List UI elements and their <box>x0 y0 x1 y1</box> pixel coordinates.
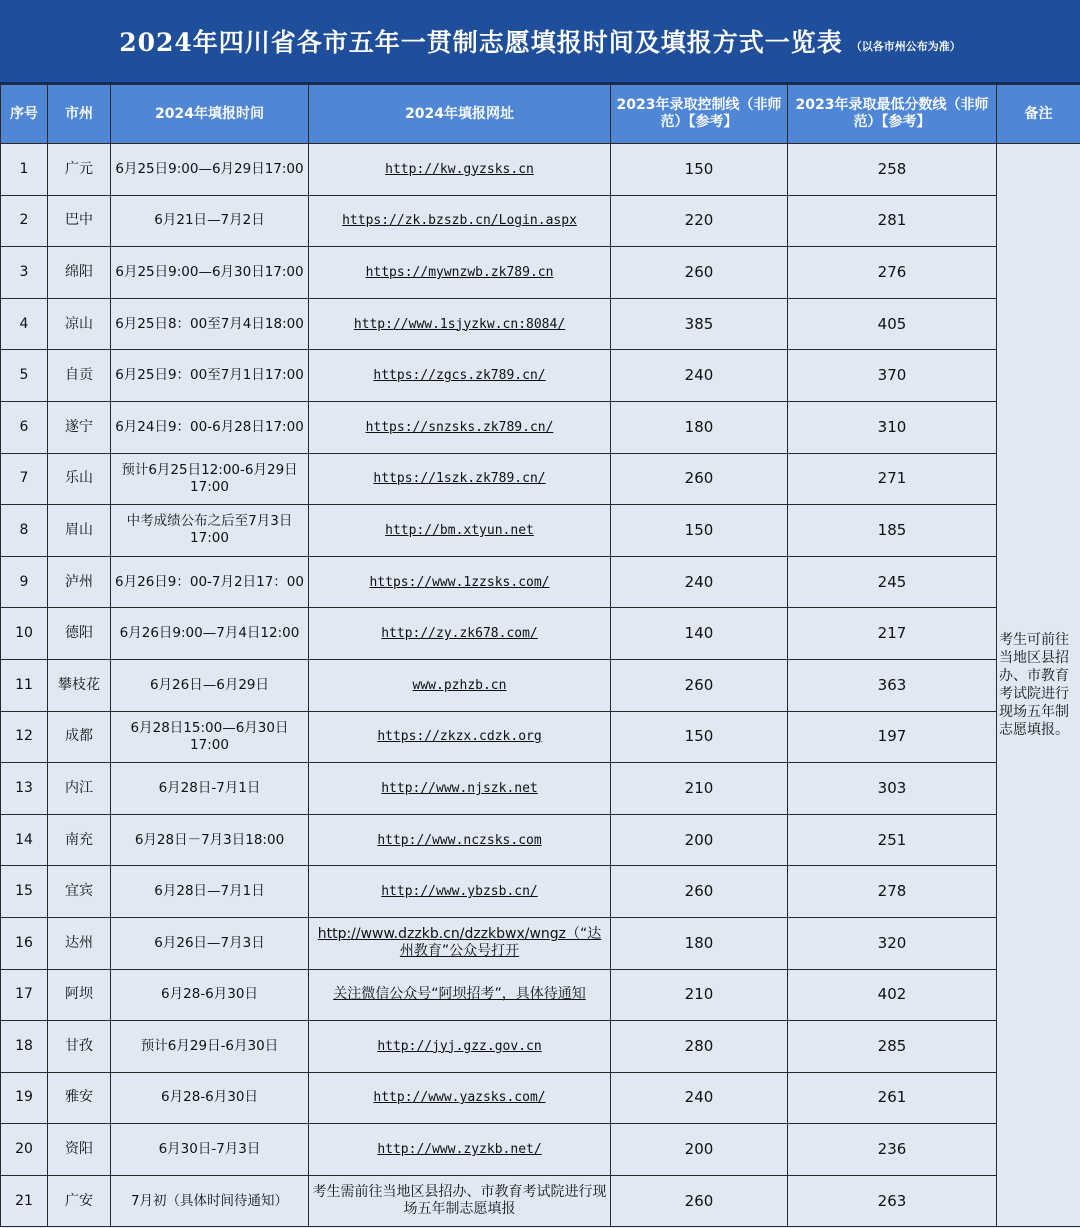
cell-control-line: 260 <box>611 659 788 711</box>
table-row <box>1 195 1080 247</box>
cell-seq: 3 <box>1 247 48 299</box>
cell-control-line: 220 <box>611 195 788 247</box>
cell-city: 遂宁 <box>48 401 111 453</box>
cell-url[interactable]: 关注微信公众号“阿坝招考”，具体待通知 <box>309 969 611 1021</box>
cell-min-score: 197 <box>788 711 997 763</box>
cell-time: 预计6月25日12:00-6月29日17:00 <box>111 453 309 505</box>
cell-seq: 19 <box>1 1072 48 1124</box>
cell-time: 6月28-6月30日 <box>111 1072 309 1124</box>
cell-city: 广安 <box>48 1175 111 1227</box>
cell-time: 6月26日—7月3日 <box>111 917 309 969</box>
cell-city: 乐山 <box>48 453 111 505</box>
cell-control-line: 240 <box>611 556 788 608</box>
cell-control-line: 260 <box>611 247 788 299</box>
cell-control-line: 180 <box>611 917 788 969</box>
cell-url[interactable]: http://www.zyzkb.net/ <box>309 1124 611 1176</box>
cell-min-score: 276 <box>788 247 997 299</box>
cell-control-line: 280 <box>611 1021 788 1073</box>
table-row <box>1 659 1080 711</box>
header-city: 市州 <box>48 85 111 144</box>
cell-seq: 2 <box>1 195 48 247</box>
cell-seq: 6 <box>1 401 48 453</box>
cell-city: 资阳 <box>48 1124 111 1176</box>
cell-time: 6月25日9:00—6月30日17:00 <box>111 247 309 299</box>
table-row <box>1 350 1080 402</box>
cell-url[interactable]: http://kw.gyzsks.cn <box>309 144 611 196</box>
cell-seq: 12 <box>1 711 48 763</box>
cell-seq: 1 <box>1 144 48 196</box>
table-row <box>1 298 1080 350</box>
cell-city: 广元 <box>48 144 111 196</box>
cell-min-score: 402 <box>788 969 997 1021</box>
cell-url[interactable]: http://www.ybzsb.cn/ <box>309 866 611 918</box>
cell-time: 6月26日—6月29日 <box>111 659 309 711</box>
cell-control-line: 240 <box>611 1072 788 1124</box>
table-row <box>1 401 1080 453</box>
cell-url: 考生需前往当地区县招办、市教育考试院进行现场五年制志愿填报 <box>309 1175 611 1227</box>
table-row <box>1 917 1080 969</box>
cell-min-score: 251 <box>788 814 997 866</box>
cell-time: 6月25日9：00至7月1日17:00 <box>111 350 309 402</box>
cell-control-line: 150 <box>611 711 788 763</box>
cell-control-line: 180 <box>611 401 788 453</box>
remark-cell: 考生可前往当地区县招办、市教育考试院进行现场五年制志愿填报。 <box>997 144 1080 1227</box>
cell-control-line: 200 <box>611 1124 788 1176</box>
cell-control-line: 150 <box>611 505 788 557</box>
table-row <box>1 556 1080 608</box>
cell-seq: 16 <box>1 917 48 969</box>
cell-url[interactable]: https://mywnzwb.zk789.cn <box>309 247 611 299</box>
table-row <box>1 608 1080 660</box>
cell-control-line: 150 <box>611 144 788 196</box>
title-bar <box>0 0 1080 84</box>
cell-time: 预计6月29日-6月30日 <box>111 1021 309 1073</box>
cell-control-line: 385 <box>611 298 788 350</box>
cell-seq: 20 <box>1 1124 48 1176</box>
cell-url[interactable]: https://1szk.zk789.cn/ <box>309 453 611 505</box>
cell-time: 6月25日8：00至7月4日18:00 <box>111 298 309 350</box>
cell-time: 6月24日9：00-6月28日17:00 <box>111 401 309 453</box>
cell-seq: 18 <box>1 1021 48 1073</box>
cell-seq: 15 <box>1 866 48 918</box>
table-row <box>1 711 1080 763</box>
cell-url[interactable]: http://zy.zk678.com/ <box>309 608 611 660</box>
cell-city: 攀枝花 <box>48 659 111 711</box>
cell-time: 6月26日9：00-7月2日17：00 <box>111 556 309 608</box>
cell-seq: 10 <box>1 608 48 660</box>
cell-min-score: 278 <box>788 866 997 918</box>
cell-seq: 21 <box>1 1175 48 1227</box>
table-row <box>1 1072 1080 1124</box>
cell-city: 宜宾 <box>48 866 111 918</box>
enrollment-table <box>0 84 1080 1227</box>
cell-url[interactable]: https://zkzx.cdzk.org <box>309 711 611 763</box>
cell-url[interactable]: http://www.dzzkb.cn/dzzkbwx/wngz（“达州教育”公众号打开 <box>309 917 611 969</box>
cell-city: 绵阳 <box>48 247 111 299</box>
cell-seq: 17 <box>1 969 48 1021</box>
cell-url[interactable]: https://www.1zzsks.com/ <box>309 556 611 608</box>
cell-time: 6月21日—7月2日 <box>111 195 309 247</box>
cell-city: 巴中 <box>48 195 111 247</box>
cell-seq: 13 <box>1 763 48 815</box>
page-title: 2024年四川省各市五年一贯制志愿填报时间及填报方式一览表 <box>119 28 843 57</box>
cell-control-line: 260 <box>611 453 788 505</box>
cell-control-line: 210 <box>611 969 788 1021</box>
cell-city: 自贡 <box>48 350 111 402</box>
cell-min-score: 271 <box>788 453 997 505</box>
cell-time: 6月26日9:00—7月4日12:00 <box>111 608 309 660</box>
table-row <box>1 969 1080 1021</box>
cell-seq: 7 <box>1 453 48 505</box>
table-row <box>1 247 1080 299</box>
cell-seq: 4 <box>1 298 48 350</box>
cell-min-score: 370 <box>788 350 997 402</box>
cell-seq: 11 <box>1 659 48 711</box>
table-row <box>1 1021 1080 1073</box>
cell-min-score: 363 <box>788 659 997 711</box>
cell-min-score: 310 <box>788 401 997 453</box>
header-url: 2024年填报网址 <box>309 85 611 144</box>
cell-time: 6月28日—7月1日 <box>111 866 309 918</box>
cell-control-line: 140 <box>611 608 788 660</box>
cell-min-score: 263 <box>788 1175 997 1227</box>
table-row <box>1 1175 1080 1227</box>
cell-url[interactable]: https://zk.bzszb.cn/Login.aspx <box>309 195 611 247</box>
cell-time: 6月25日9:00—6月29日17:00 <box>111 144 309 196</box>
cell-city: 达州 <box>48 917 111 969</box>
cell-min-score: 258 <box>788 144 997 196</box>
cell-url[interactable]: http://jyj.gzz.gov.cn <box>309 1021 611 1073</box>
cell-url[interactable]: https://snzsks.zk789.cn/ <box>309 401 611 453</box>
header-min-score: 2023年录取最低分数线（非师范）【参考】 <box>788 85 997 144</box>
table-row <box>1 763 1080 815</box>
cell-min-score: 185 <box>788 505 997 557</box>
cell-control-line: 200 <box>611 814 788 866</box>
table-row <box>1 453 1080 505</box>
cell-min-score: 245 <box>788 556 997 608</box>
cell-city: 南充 <box>48 814 111 866</box>
cell-url[interactable]: http://bm.xtyun.net <box>309 505 611 557</box>
cell-min-score: 236 <box>788 1124 997 1176</box>
header-time: 2024年填报时间 <box>111 85 309 144</box>
cell-url[interactable]: https://zgcs.zk789.cn/ <box>309 350 611 402</box>
cell-city: 德阳 <box>48 608 111 660</box>
cell-control-line: 260 <box>611 1175 788 1227</box>
cell-min-score: 281 <box>788 195 997 247</box>
cell-time: 6月28日－7月3日18:00 <box>111 814 309 866</box>
cell-min-score: 217 <box>788 608 997 660</box>
cell-min-score: 320 <box>788 917 997 969</box>
table-header-row <box>1 85 1080 144</box>
title-note: （以各市州公布为准） <box>850 40 961 53</box>
cell-url[interactable]: http://www.nczsks.com <box>309 814 611 866</box>
table-row <box>1 505 1080 557</box>
cell-control-line: 260 <box>611 866 788 918</box>
table-row <box>1 1124 1080 1176</box>
cell-city: 阿坝 <box>48 969 111 1021</box>
table-row <box>1 866 1080 918</box>
cell-url[interactable]: http://www.1sjyzkw.cn:8084/ <box>309 298 611 350</box>
cell-time: 6月28日-7月1日 <box>111 763 309 815</box>
cell-city: 甘孜 <box>48 1021 111 1073</box>
cell-url[interactable]: http://www.njszk.net <box>309 763 611 815</box>
cell-city: 眉山 <box>48 505 111 557</box>
table-row <box>1 144 1080 196</box>
cell-control-line: 240 <box>611 350 788 402</box>
cell-time: 6月28日15:00—6月30日17:00 <box>111 711 309 763</box>
cell-seq: 9 <box>1 556 48 608</box>
cell-time: 6月28-6月30日 <box>111 969 309 1021</box>
cell-seq: 5 <box>1 350 48 402</box>
header-remark: 备注 <box>997 85 1080 144</box>
cell-min-score: 303 <box>788 763 997 815</box>
cell-time: 7月初（具体时间待通知） <box>111 1175 309 1227</box>
cell-seq: 8 <box>1 505 48 557</box>
cell-time: 中考成绩公布之后至7月3日17:00 <box>111 505 309 557</box>
cell-city: 内江 <box>48 763 111 815</box>
cell-city: 成都 <box>48 711 111 763</box>
cell-url[interactable]: http://www.yazsks.com/ <box>309 1072 611 1124</box>
header-seq: 序号 <box>1 85 48 144</box>
cell-time: 6月30日-7月3日 <box>111 1124 309 1176</box>
cell-city: 泸州 <box>48 556 111 608</box>
cell-min-score: 405 <box>788 298 997 350</box>
header-control-line: 2023年录取控制线（非师范）【参考】 <box>611 85 788 144</box>
table-row <box>1 814 1080 866</box>
cell-control-line: 210 <box>611 763 788 815</box>
cell-city: 凉山 <box>48 298 111 350</box>
cell-url[interactable]: www.pzhzb.cn <box>309 659 611 711</box>
cell-min-score: 261 <box>788 1072 997 1124</box>
cell-city: 雅安 <box>48 1072 111 1124</box>
cell-seq: 14 <box>1 814 48 866</box>
cell-min-score: 285 <box>788 1021 997 1073</box>
